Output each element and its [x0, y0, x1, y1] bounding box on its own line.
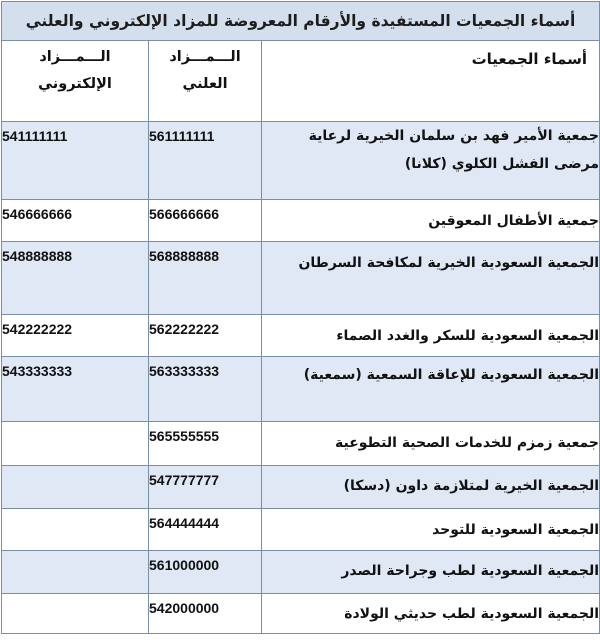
header-public-auction — [149, 41, 262, 122]
table-row — [2, 122, 600, 200]
charity-name: الجمعية السعودية للسكر والغدد الصماء — [262, 315, 600, 357]
table-row — [2, 594, 600, 634]
header-online-line1: الـــمـــزاد — [39, 49, 111, 65]
online-auction-number — [2, 466, 149, 509]
table-row — [2, 242, 600, 315]
header-online-auction — [2, 41, 149, 122]
header-public-line2: العلني — [182, 76, 228, 92]
table-row — [2, 200, 600, 242]
online-auction-number — [2, 422, 149, 466]
charity-name: الجمعية السعودية لطب وجراحة الصدر — [262, 551, 600, 594]
header-row — [2, 41, 600, 122]
charity-name: جمعية زمزم للخدمات الصحية التطوعية — [262, 422, 600, 466]
table-row — [2, 315, 600, 357]
table-title: أسماء الجمعيات المستفيدة والأرقام المعروضة للمزاد الإلكتروني والعلني — [2, 2, 600, 41]
public-auction-number: 564444444 — [149, 509, 262, 551]
charity-name: جمعية الأمير فهد بن سلمان الخيرية لرعاية مرضى الفشل الكلوي (كلانا) — [262, 122, 600, 200]
table-row — [2, 509, 600, 551]
online-auction-number: 542222222 — [2, 315, 149, 357]
public-auction-number: 561000000 — [149, 551, 262, 594]
header-charity-names: أسماء الجمعيات — [262, 41, 600, 122]
online-auction-number — [2, 594, 149, 634]
online-auction-number — [2, 551, 149, 594]
online-auction-number: 546666666 — [2, 200, 149, 242]
table-row — [2, 422, 600, 466]
table-row — [2, 357, 600, 422]
public-auction-number: 566666666 — [149, 200, 262, 242]
public-auction-number: 547777777 — [149, 466, 262, 509]
online-auction-number — [2, 509, 149, 551]
public-auction-number: 562222222 — [149, 315, 262, 357]
header-public-line1: الـــمـــزاد — [169, 49, 241, 65]
online-auction-number: 548888888 — [2, 242, 149, 315]
title-row — [2, 2, 600, 41]
online-auction-number: 541111111 — [2, 122, 149, 200]
charity-name: الجمعية السعودية للتوحد — [262, 509, 600, 551]
header-online-line2: الإلكتروني — [38, 76, 112, 92]
charity-name: الجمعية الخيرية لمتلازمة داون (دسكا) — [262, 466, 600, 509]
public-auction-number: 561111111 — [149, 122, 262, 200]
online-auction-number: 543333333 — [2, 357, 149, 422]
charity-name: جمعية الأطفال المعوقين — [262, 200, 600, 242]
public-auction-number: 542000000 — [149, 594, 262, 634]
charities-table — [1, 1, 600, 634]
public-auction-number: 568888888 — [149, 242, 262, 315]
charity-name: الجمعية السعودية للإعاقة السمعية (سمعية) — [262, 357, 600, 422]
table-row — [2, 551, 600, 594]
public-auction-number: 565555555 — [149, 422, 262, 466]
charity-name: الجمعية السعودية لطب حديثي الولادة — [262, 594, 600, 634]
public-auction-number: 563333333 — [149, 357, 262, 422]
table-row — [2, 466, 600, 509]
charity-name: الجمعية السعودية الخيرية لمكافحة السرطان — [262, 242, 600, 315]
